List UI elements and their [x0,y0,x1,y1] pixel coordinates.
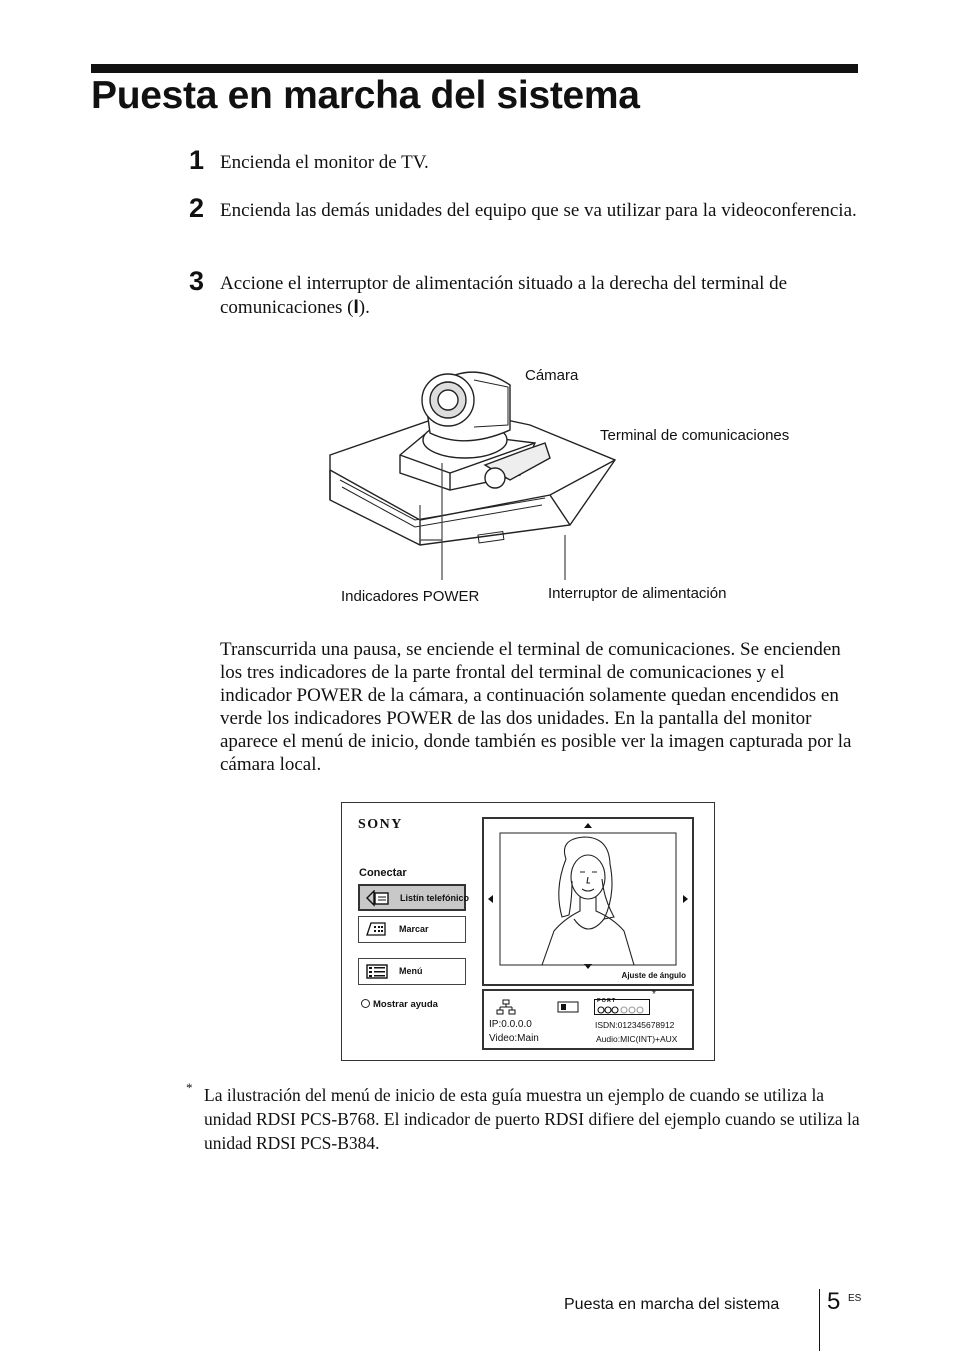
port-label: PORT [597,998,617,1004]
equipment-illustration [320,355,620,580]
footer-section-title: Puesta en marcha del sistema [564,1296,780,1313]
dial-button[interactable] [358,916,466,943]
footnote-text: La ilustración del menú de inicio de esta guía muestra un ejemplo de cuando se utiliza la unidad RDSI PCS-B768. El indicador de puerto RDSI difiere del ejemplo cuando se utiliza la unidad RDSI PCS-B384. [204,1085,860,1153]
footnote-mark: * [186,1080,193,1095]
start-menu-screenshot [341,802,715,1061]
title-rule [91,64,858,73]
body-paragraph: Transcurrida una pausa, se enciende el terminal de comunicaciones. Se encienden los tres indicadores de la parte frontal del terminal de comunicaciones y el indicador POWER de la cámara, a continuación solamente quedan encendidos en verde los indicadores POWER de las dos unidades. En la pantalla del monitor aparece el menú de inicio, donde también es posible ver la imagen capturada por la cámara local. [220,639,852,775]
step-2-number: 2 [189,193,205,223]
status-asterisk: * [652,989,656,1000]
menu-button-label: Menú [399,966,423,976]
power-on-symbol: I [353,297,359,318]
angle-adjust-label: Ajuste de ángulo [621,971,686,980]
step-2-text: Encienda las demás unidades del equipo que se va utilizar para la videoconferencia. [220,200,857,221]
menu-button[interactable] [358,958,466,985]
page-number: 5 [827,1288,841,1315]
show-help-label: Mostrar ayuda [373,999,438,1010]
radio-icon [361,999,370,1008]
label-terminal: Terminal de comunicaciones [600,427,790,444]
camera-preview [482,817,694,986]
phonebook-button-label: Listín telefónico [400,893,470,903]
arrow-left-icon [488,895,493,903]
network-icon [496,999,516,1015]
arrow-up-icon [584,823,592,828]
step-3-text: Accione el interruptor de alimentación situado a la derecha del terminal de comunicaciones (I). [220,273,788,318]
step-3-number: 3 [189,266,205,296]
step-1-number: 1 [189,145,205,175]
step-1-text: Encienda el monitor de TV. [220,152,429,173]
page-language-suffix: ES [848,1293,862,1304]
sony-logo: SONY [358,817,403,832]
status-panel [482,989,694,1050]
dial-button-label: Marcar [399,924,429,934]
footer-divider [819,1289,820,1351]
audio-source: Audio:MIC(INT)+AUX [596,1034,678,1044]
ip-address: IP:0.0.0.0 [489,1019,532,1030]
show-help-option[interactable] [361,999,438,1010]
menu-section-title: Conectar [359,867,407,879]
page-title: Puesta en marcha del sistema [91,74,640,117]
video-source: Video:Main [489,1033,539,1044]
isdn-number: ISDN:012345678912 [595,1020,675,1030]
label-camera: Cámara [525,367,579,384]
keypad-icon [365,921,389,938]
label-power-indicators: Indicadores POWER [341,588,480,605]
phonebook-button[interactable] [358,884,470,911]
camera-image [484,819,692,984]
camera-source-icon [557,1001,579,1013]
arrow-right-icon [683,895,688,903]
menu-list-icon [365,963,389,980]
phonebook-icon [366,890,390,907]
label-power-switch: Interruptor de alimentación [548,585,727,602]
